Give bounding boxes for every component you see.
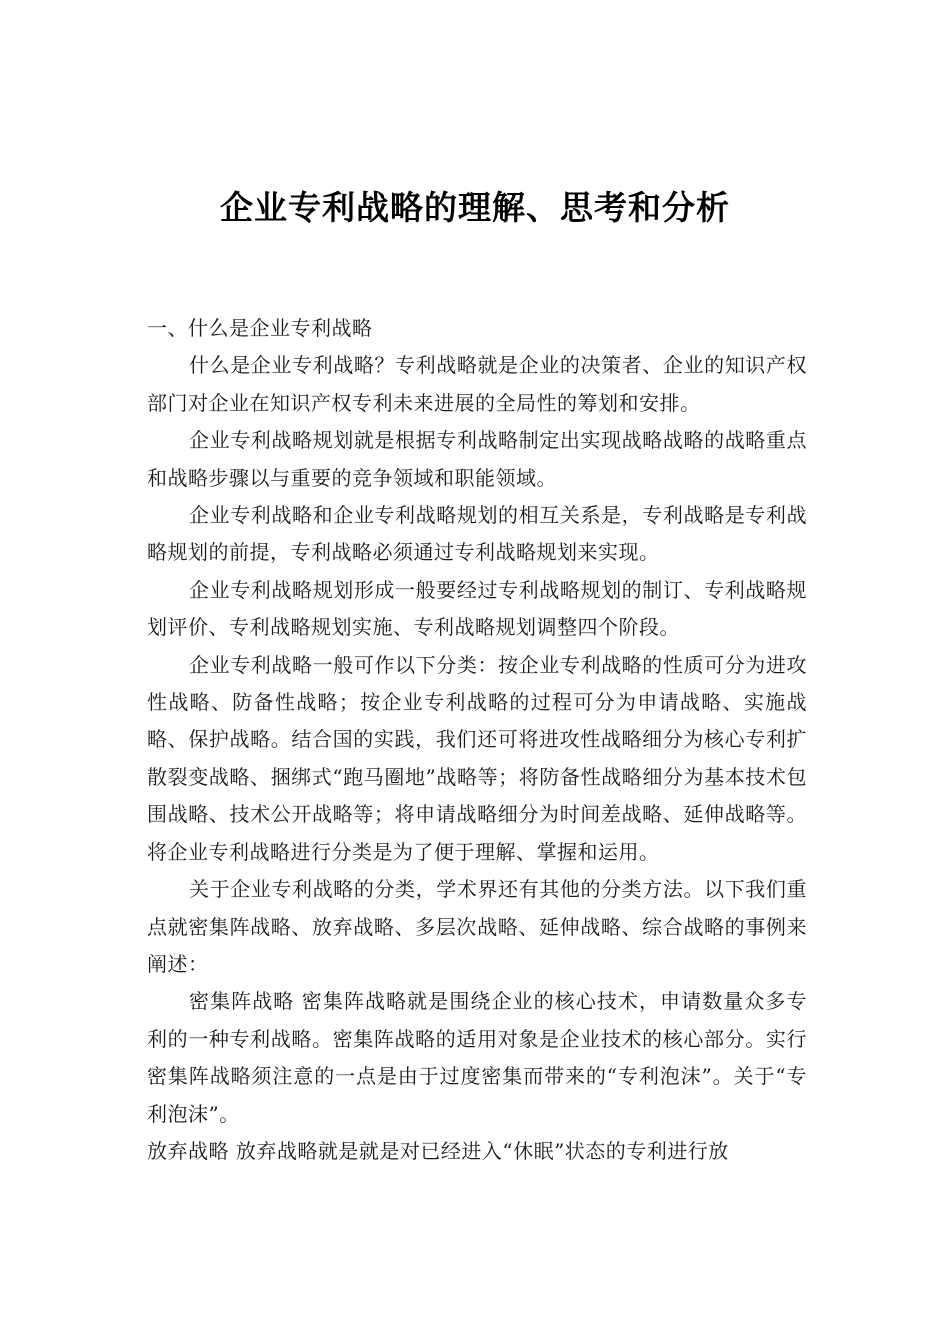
paragraph: 企业专利战略规划形成一般要经过专利战略规划的制订、专利战略规划评价、专利战略规划实施、专利战略规划调整四个阶段。 <box>147 577 807 640</box>
paragraph: 企业专利战略规划就是根据专利战略制定出实现战略战略的战略重点和战略步骤以与重要的竞争领域和职能领域。 <box>147 428 807 490</box>
section-heading: 一、什么是企业专利战略 <box>147 316 373 340</box>
paragraph: 企业专利战略和企业专利战略规划的相互关系是，专利战略是专利战略规划的前提，专利战略必须通过专利战略规划来实现。 <box>147 503 807 565</box>
document-body <box>147 310 807 1170</box>
paragraph: 关于企业专利战略的分类，学术界还有其他的分类方法。以下我们重点就密集阵战略、放弃战略、多层次战略、延伸战略、综合战略的事例来阐述： <box>147 877 807 976</box>
paragraph: 密集阵战略 密集阵战略就是围绕企业的核心技术，申请数量众多专利的一种专利战略。密集阵战略的适用对象是企业技术的核心部分。实行密集阵战略须注意的一点是由于过度密集而带来的“专利泡沫”。关于“专利泡沫”。 <box>147 989 807 1126</box>
paragraph: 企业专利战略一般可作以下分类：按企业专利战略的性质可分为进攻性战略、防备性战略；按企业专利战略的过程可分为申请战略、实施战略、保护战略。结合国的实践，我们还可将进攻性战略细分为核心专利扩散裂变战略、捆绑式“跑马圈地”战略等；将防备性战略细分为基本技术包围战略、技术公开战略等；将申请战略细分为时间差战略、延伸战略等。将企业专利战略进行分类是为了便于理解、掌握和运用。 <box>147 652 807 864</box>
paragraph-unindented: 放弃战略 放弃战略就是就是对已经进入“休眠”状态的专利进行放 <box>147 1138 729 1163</box>
document-title: 企业专利战略的理解、思考和分析 <box>220 188 730 227</box>
paragraph: 什么是企业专利战略？专利战略就是企业的决策者、企业的知识产权部门对企业在知识产权专利未来进展的全局性的筹划和安排。 <box>147 353 807 415</box>
